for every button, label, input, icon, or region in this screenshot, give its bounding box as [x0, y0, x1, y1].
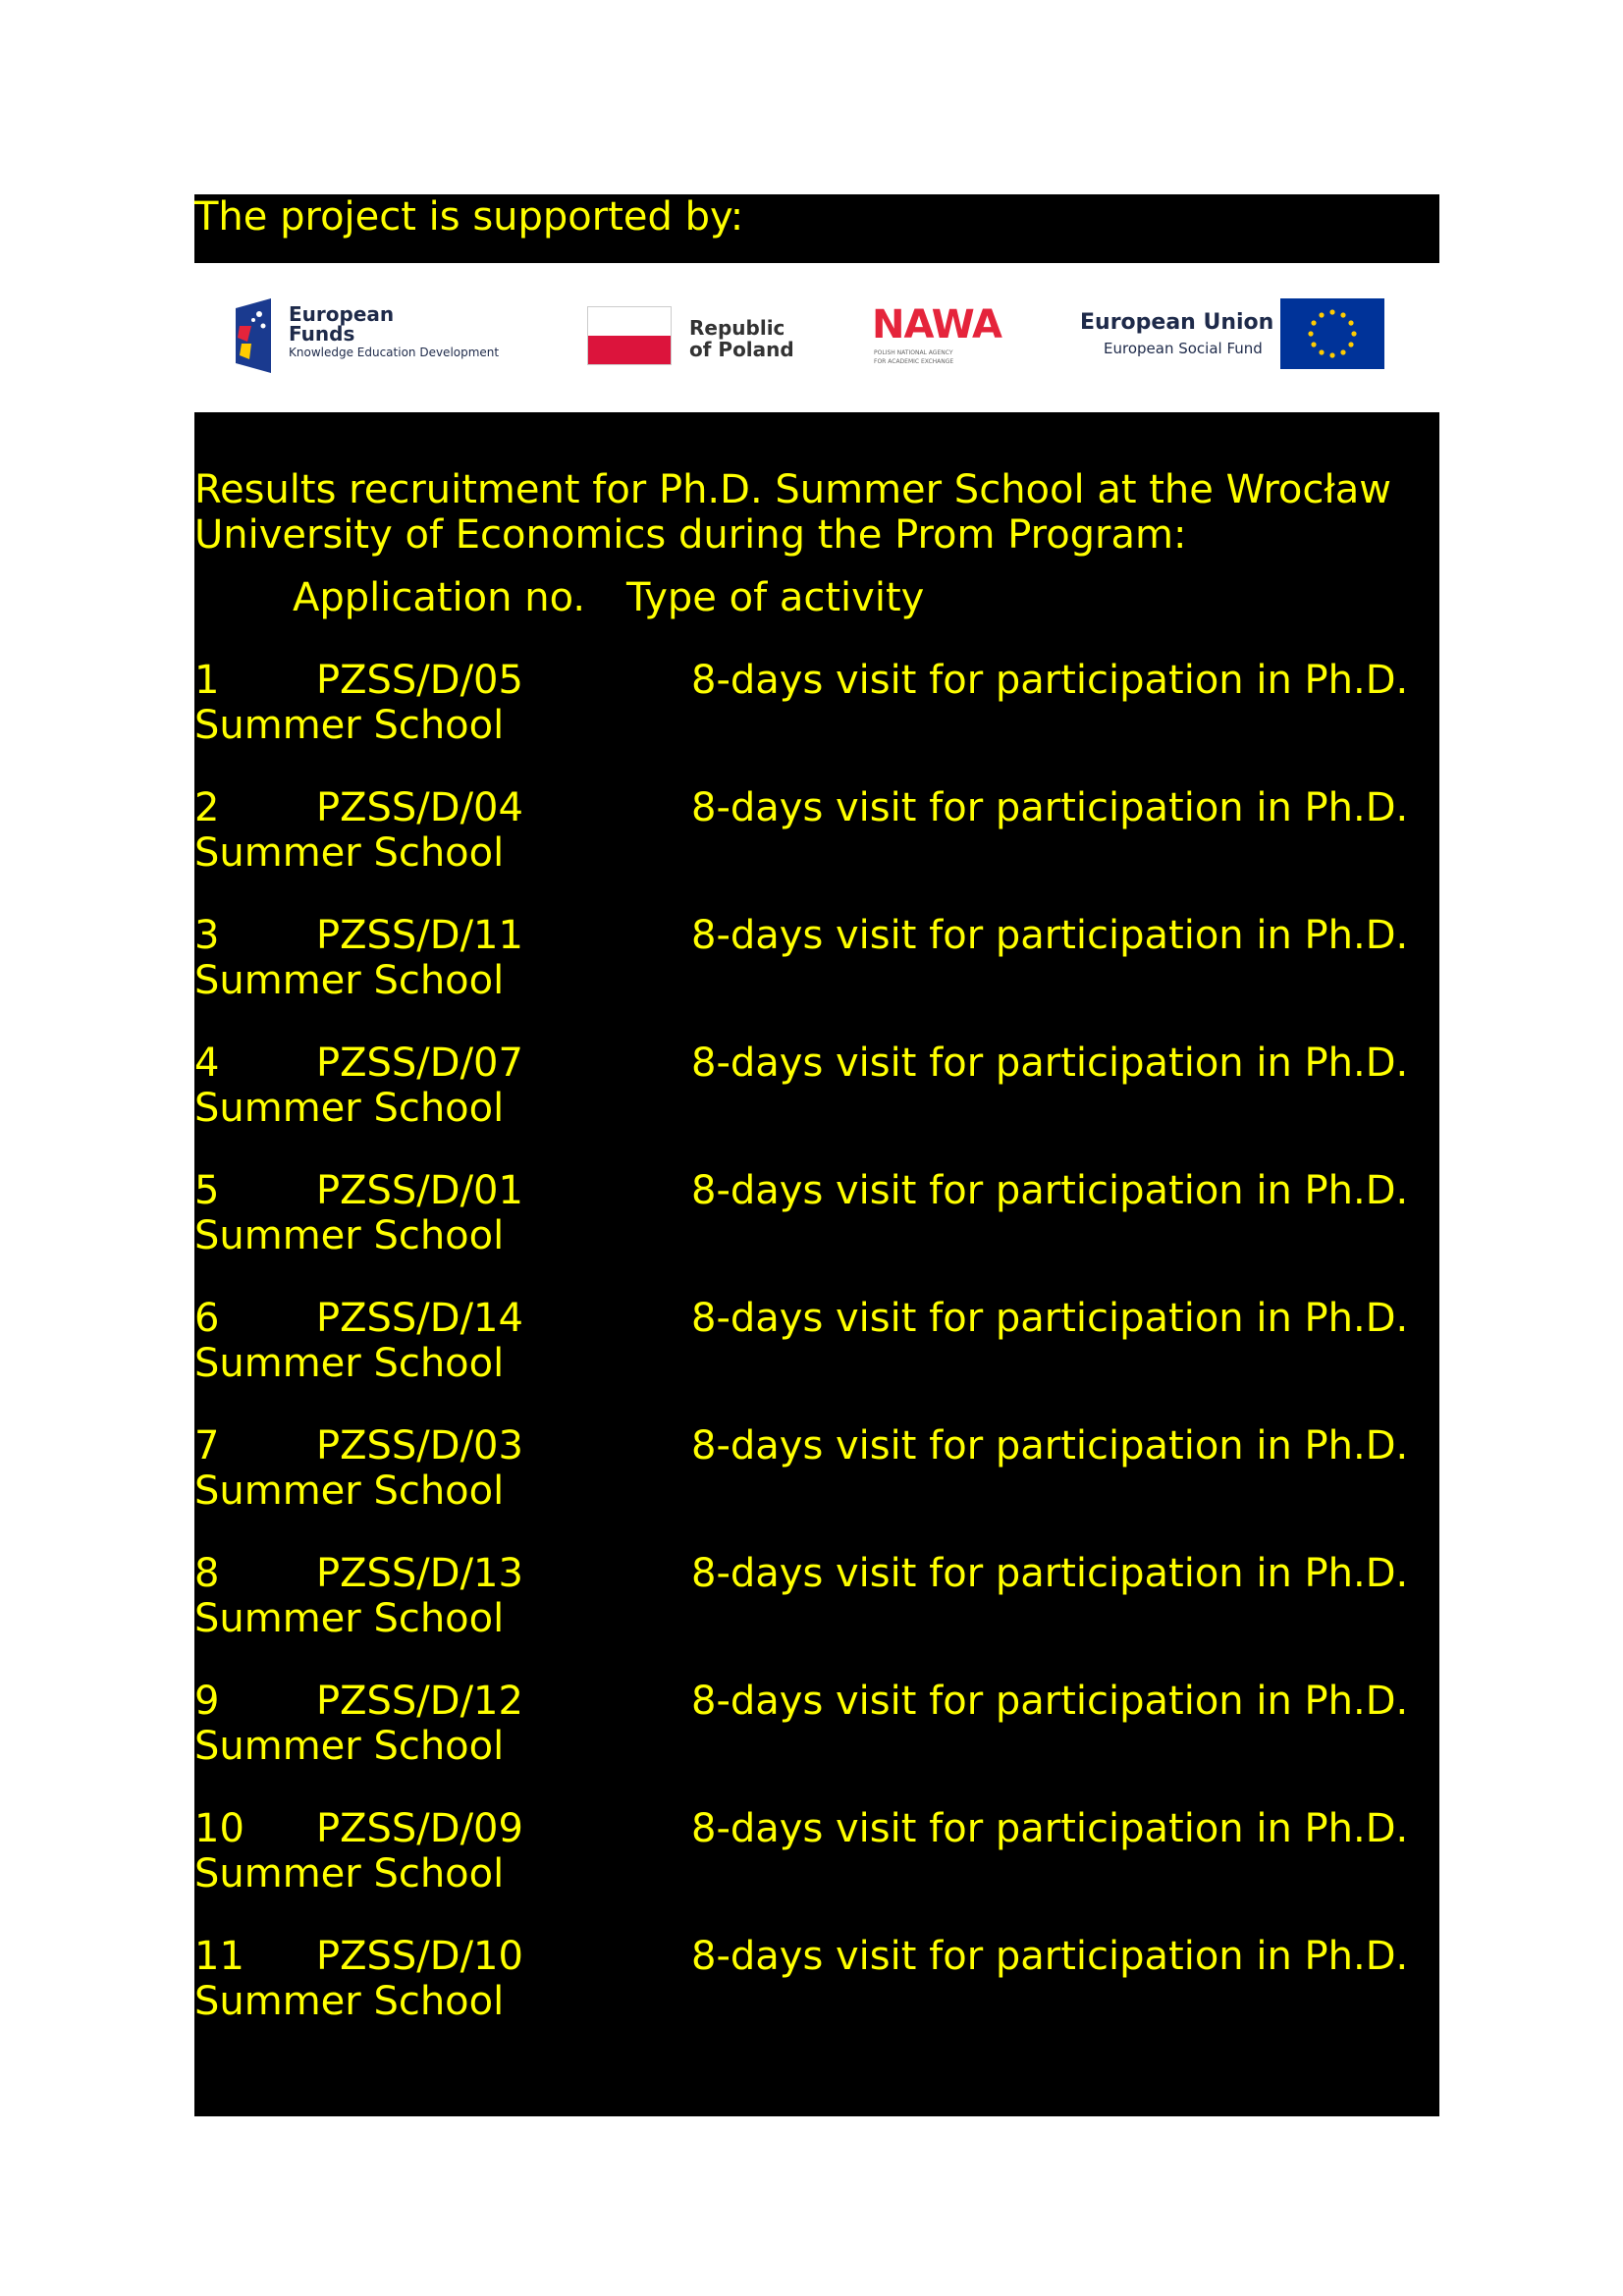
european-funds-line2: Funds: [289, 322, 355, 346]
result-number: 6: [194, 1296, 220, 1341]
result-application-no: PZSS/D/11: [316, 913, 523, 958]
nawa-logo: [872, 302, 1009, 371]
result-activity-continued: Summer School: [194, 1724, 505, 1769]
result-row: [194, 785, 1439, 876]
results-intro-line2: University of Economics during the Prom Program:: [194, 512, 1187, 558]
result-activity: 8-days visit for participation in Ph.D.: [691, 1934, 1409, 1979]
result-row: [194, 1296, 1439, 1386]
result-activity: 8-days visit for participation in Ph.D.: [691, 1679, 1409, 1724]
result-activity: 8-days visit for participation in Ph.D.: [691, 1296, 1409, 1341]
result-row: [194, 1168, 1439, 1258]
result-application-no: PZSS/D/09: [316, 1806, 523, 1851]
european-funds-line1: European: [289, 302, 395, 326]
result-application-no: PZSS/D/05: [316, 658, 523, 703]
result-application-no: PZSS/D/14: [316, 1296, 523, 1341]
nawa-name: NAWA: [872, 302, 1001, 347]
result-application-no: PZSS/D/04: [316, 785, 523, 830]
result-row: [194, 1934, 1439, 2024]
result-row: [194, 1423, 1439, 1514]
result-application-no: PZSS/D/12: [316, 1679, 523, 1724]
support-text: The project is supported by:: [194, 194, 744, 240]
nawa-sub2: FOR ACADEMIC EXCHANGE: [874, 358, 954, 365]
eu-flag-icon: [1280, 298, 1384, 369]
result-activity: 8-days visit for participation in Ph.D.: [691, 1551, 1409, 1596]
result-row: [194, 913, 1439, 1003]
result-activity-continued: Summer School: [194, 1341, 505, 1386]
result-activity-continued: Summer School: [194, 1468, 505, 1514]
european-funds-line3: Knowledge Education Development: [289, 346, 500, 359]
result-row: [194, 1551, 1439, 1641]
result-number: 11: [194, 1934, 244, 1979]
result-activity-continued: Summer School: [194, 958, 505, 1003]
result-activity: 8-days visit for participation in Ph.D.: [691, 913, 1409, 958]
european-funds-icon: [234, 298, 273, 373]
poland-line2: of Poland: [689, 338, 794, 361]
result-application-no: PZSS/D/01: [316, 1168, 523, 1213]
result-activity-continued: Summer School: [194, 1086, 505, 1131]
result-application-no: PZSS/D/13: [316, 1551, 523, 1596]
result-activity-continued: Summer School: [194, 703, 505, 748]
result-number: 4: [194, 1041, 220, 1086]
header-application-no: Application no.: [293, 575, 586, 620]
result-activity-continued: Summer School: [194, 1596, 505, 1641]
result-application-no: PZSS/D/07: [316, 1041, 523, 1086]
result-activity: 8-days visit for participation in Ph.D.: [691, 658, 1409, 703]
result-activity-continued: Summer School: [194, 830, 505, 876]
result-number: 8: [194, 1551, 220, 1596]
result-number: 9: [194, 1679, 220, 1724]
result-row: [194, 1041, 1439, 1131]
european-union-logo: [1080, 298, 1394, 373]
result-application-no: PZSS/D/10: [316, 1934, 523, 1979]
result-activity: 8-days visit for participation in Ph.D.: [691, 785, 1409, 830]
header-type-of-activity: Type of activity: [626, 575, 925, 620]
result-activity: 8-days visit for participation in Ph.D.: [691, 1806, 1409, 1851]
poland-line1: Republic: [689, 316, 785, 340]
result-number: 2: [194, 785, 220, 830]
result-activity-continued: Summer School: [194, 1979, 505, 2024]
result-number: 10: [194, 1806, 244, 1851]
result-number: 3: [194, 913, 220, 958]
result-activity: 8-days visit for participation in Ph.D.: [691, 1168, 1409, 1213]
result-row: [194, 1806, 1439, 1896]
eu-line2: European Social Fund: [1104, 340, 1263, 357]
support-bar: [194, 194, 1439, 263]
poland-flag-icon: [587, 306, 672, 365]
result-activity-continued: Summer School: [194, 1851, 505, 1896]
result-activity: 8-days visit for participation in Ph.D.: [691, 1423, 1409, 1468]
result-activity: 8-days visit for participation in Ph.D.: [691, 1041, 1409, 1086]
european-funds-logo: [234, 298, 518, 377]
result-number: 5: [194, 1168, 220, 1213]
eu-line1: European Union: [1080, 310, 1274, 335]
result-activity-continued: Summer School: [194, 1213, 505, 1258]
logo-strip: [194, 263, 1439, 412]
results-intro-line1: Results recruitment for Ph.D. Summer School at the Wrocław: [194, 467, 1391, 512]
nawa-sub1: POLISH NATIONAL AGENCY: [874, 349, 953, 356]
result-row: [194, 658, 1439, 748]
result-number: 1: [194, 658, 220, 703]
result-application-no: PZSS/D/03: [316, 1423, 523, 1468]
republic-of-poland-logo: [587, 306, 813, 369]
results-panel: [194, 412, 1439, 2116]
result-number: 7: [194, 1423, 220, 1468]
result-row: [194, 1679, 1439, 1769]
